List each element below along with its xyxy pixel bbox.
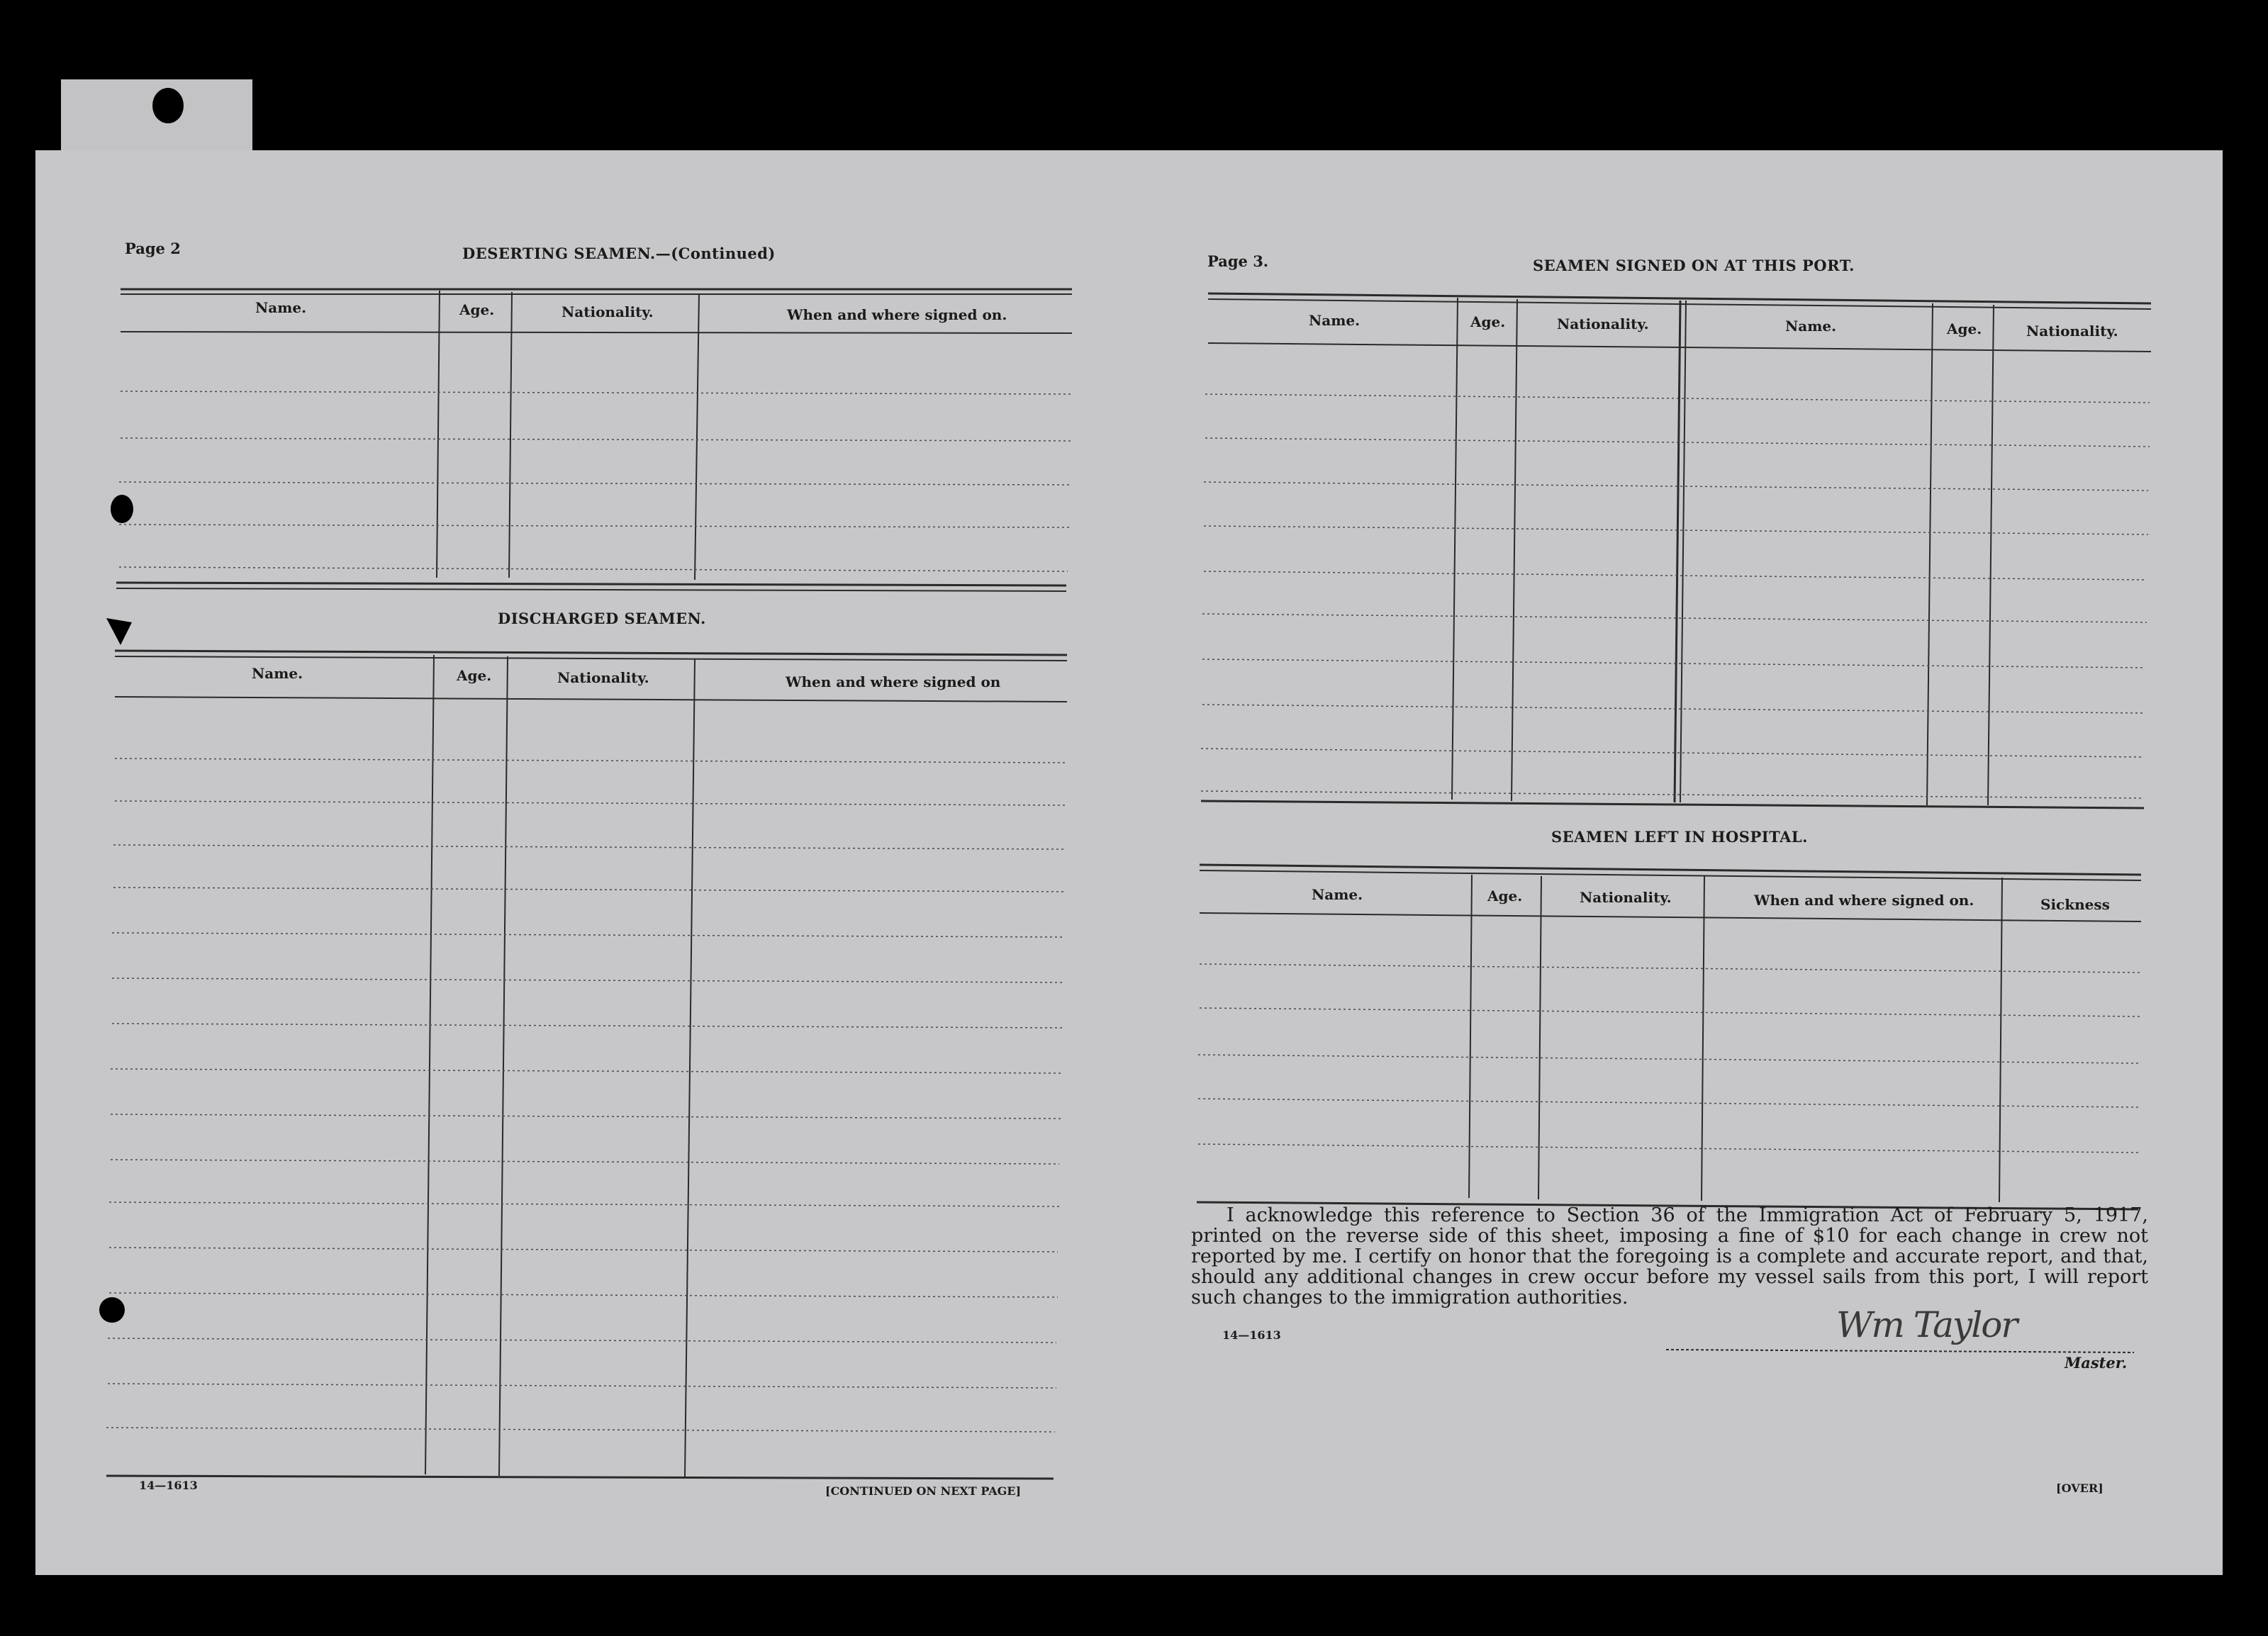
deserting-col-nationality: Nationality. (562, 303, 654, 320)
deserting-seamen-title: DESERTING SEAMEN.—(Continued) (462, 245, 776, 262)
continued-note: [CONTINUED ON NEXT PAGE] (825, 1484, 1022, 1498)
hospital-title: SEAMEN LEFT IN HOSPITAL. (1551, 828, 1808, 846)
master-signature: Wm Taylor (1836, 1304, 2017, 1345)
hospital-col-sickness: Sickness (2040, 896, 2110, 913)
hospital-col-nationality: Nationality. (1580, 889, 1672, 906)
over-note: [OVER] (2056, 1481, 2104, 1495)
discharged-col-signed-on: When and where signed on (786, 673, 1001, 690)
deserting-col-signed-on: When and where signed on. (787, 306, 1007, 323)
discharged-seamen-title: DISCHARGED SEAMEN. (498, 610, 706, 627)
form-number-right: 14—1613 (1222, 1328, 1281, 1342)
signed-on-col-name-2: Name. (1785, 318, 1837, 335)
declaration-text: I acknowledge this reference to Section 36 of the Immigration Act of February 5, 1917, printed on the reverse side of this sheet, imposing a fine of $10 for each change in crew not reported by me. I certify on honor that the foregoing is a complete and accurate report, and that, should any additional changes in crew occur before my vessel sails from this port, I will report such changes to the immigration authorities. (1191, 1204, 2148, 1309)
deserting-col-age: Age. (459, 301, 495, 318)
discharged-col-name: Name. (252, 665, 303, 682)
signed-on-col-name-1: Name. (1309, 312, 1361, 329)
form-number-left: 14—1613 (139, 1479, 198, 1492)
page-label-left: Page 2 (125, 240, 181, 257)
signed-on-col-age-1: Age. (1470, 313, 1506, 330)
hospital-col-signed-on: When and where signed on. (1754, 892, 1974, 909)
signed-on-title: SEAMEN SIGNED ON AT THIS PORT. (1533, 257, 1855, 274)
signed-on-col-nationality-2: Nationality. (2026, 323, 2118, 340)
hospital-col-name: Name. (1312, 886, 1363, 903)
master-label: Master. (2065, 1354, 2128, 1372)
signed-on-col-age-2: Age. (1947, 320, 1982, 337)
hospital-col-age: Age. (1487, 887, 1523, 904)
page-label-right: Page 3. (1207, 252, 1269, 270)
discharged-col-nationality: Nationality. (557, 669, 649, 686)
discharged-col-age: Age. (457, 667, 492, 684)
signed-on-col-nationality-1: Nationality. (1557, 315, 1649, 332)
deserting-col-name: Name. (255, 299, 307, 316)
